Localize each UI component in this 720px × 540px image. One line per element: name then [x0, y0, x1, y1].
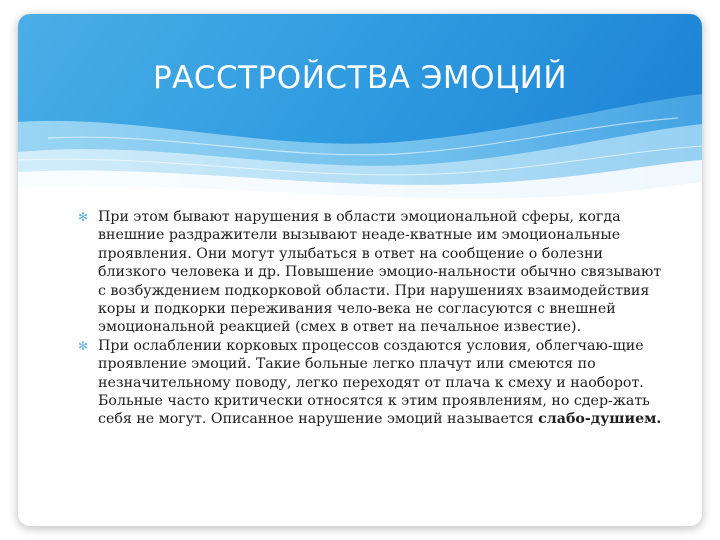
slide-header-banner — [18, 14, 702, 214]
slide-card — [18, 14, 702, 526]
bullet-item — [76, 337, 666, 429]
slide-title: РАССТРОЙСТВА ЭМОЦИЙ — [152, 60, 568, 96]
asterisk-bullet-icon: ✻ — [78, 338, 89, 353]
asterisk-bullet-icon: ✻ — [78, 210, 89, 224]
bullet-text: При этом бывают нарушения в области эмоциональной сферы, когда внешние раздражители вызывают неаде-кватные им эмоциональные проявления. Они могут улыбаться в ответ на сообщение о болезни близкого человека и др. Повышение эмоцио-нальности обычно связывают с возбуждением подкорковой области. При нарушениях взаимодействия коры и подкорки переживания чело-века не согласуются с внешней эмоциональной реакцией (смех в ответ на печальное известие). — [98, 209, 662, 336]
slide-body — [76, 208, 666, 429]
term-emphasis: слабо-душием. — [538, 411, 662, 428]
sky-wave-banner — [18, 14, 702, 214]
bullet-item — [76, 208, 666, 337]
bullet-text: При ослаблении корковых процессов создаются условия, облегчаю-щие проявление эмоций. Такие больные легко плачут или смеются по незначительному поводу, легко переходят от плача к смеху и наоборот. Больные часто критически относятся к этим проявлениям, но сдер-жать себя не могут. Описанное нарушение эмоций называется — [98, 337, 650, 428]
